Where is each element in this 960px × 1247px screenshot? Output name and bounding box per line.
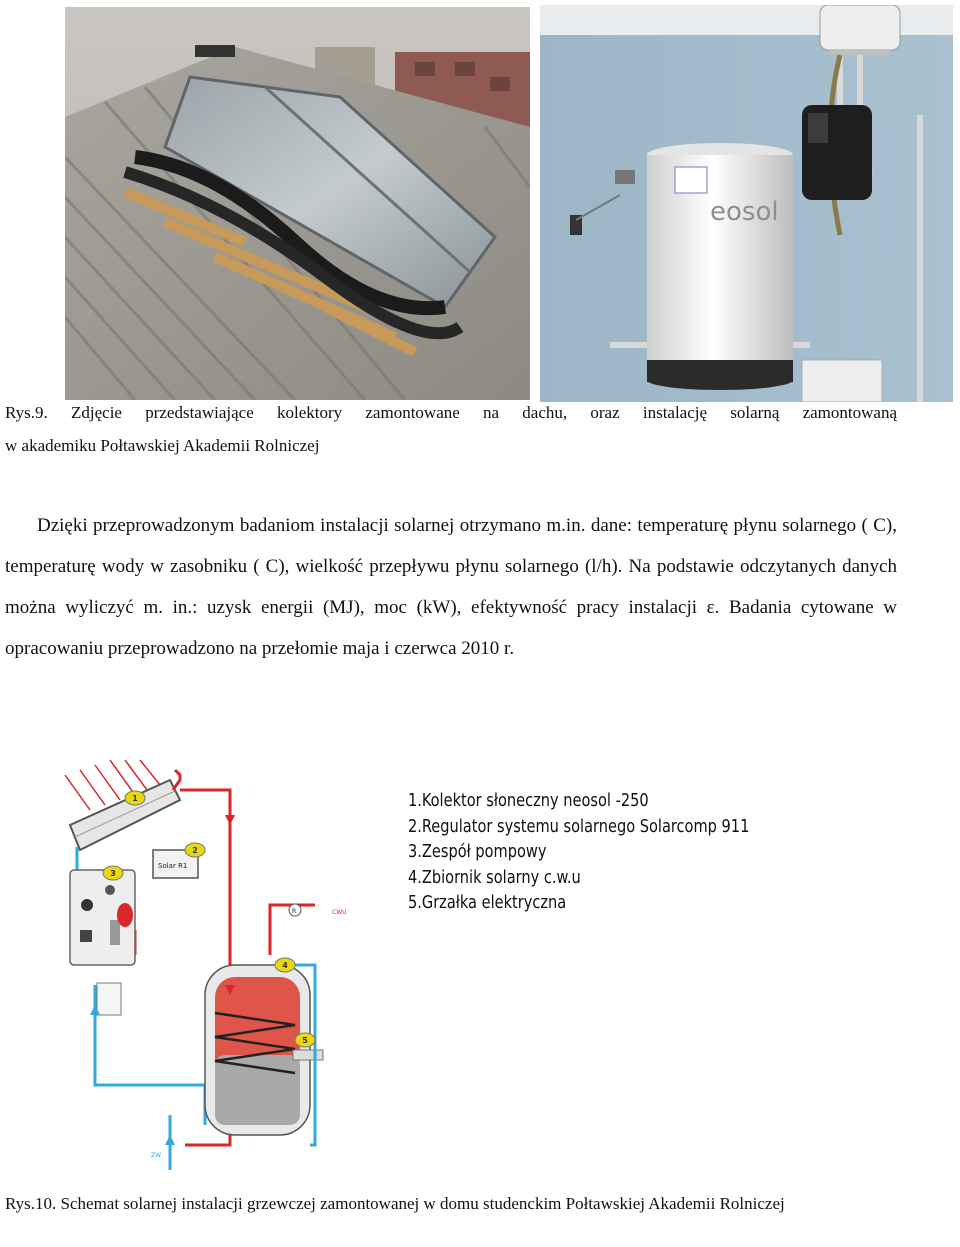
legend-item: 3.Zespół pompowy — [408, 841, 547, 862]
legend-item: 1.Kolektor słoneczny neosol -250 — [408, 790, 649, 811]
canister-icon — [97, 983, 121, 1015]
expansion-vessel-icon — [117, 903, 133, 927]
photo-indoor-tank — [540, 5, 953, 402]
hot-water-label: CWU — [332, 909, 347, 916]
sensor-label: R — [292, 908, 297, 915]
controller-label: Solar R1 — [158, 862, 188, 870]
figure-10-caption: Rys.10. Schemat solarnej instalacji grzewczej zamontowanej w domu studenckim Połtawskiej Akademii Rolniczej — [5, 1194, 785, 1213]
installation-schematic — [55, 755, 415, 1175]
legend-item: 4.Zbiornik solarny c.w.u — [408, 866, 581, 888]
figure-9-caption-line2: w akademiku Połtawskiej Akademii Rolniczej — [5, 436, 320, 455]
schematic-legend — [408, 788, 838, 916]
electric-heater-icon — [293, 1050, 323, 1060]
legend-item: 2.Regulator systemu solarnego Solarcomp 911 — [408, 815, 750, 837]
marker-1-label: 1 — [132, 794, 138, 803]
marker-5-label: 5 — [302, 1036, 308, 1045]
cold-water-label: ZW — [151, 1152, 162, 1159]
figure-9-caption-line1: Zdjęcie przedstawiające kolektory zamontowane na dachu, oraz instalację solarną zamontowaną — [71, 403, 898, 422]
svg-text:eosol: eosol — [710, 197, 779, 227]
photo-roof-collectors — [65, 7, 530, 400]
figure-9-label: Rys.9. — [5, 403, 48, 422]
legend-item: 5.Grzałka elektryczna — [408, 892, 567, 913]
marker-4-label: 4 — [282, 961, 288, 970]
collector-icon — [70, 780, 180, 850]
marker-2-label: 2 — [192, 846, 198, 855]
marker-3-label: 3 — [110, 869, 116, 878]
body-paragraph — [5, 505, 897, 669]
body-paragraph-text: Dzięki przeprowadzonym badaniom instalacji solarnej otrzymano m.in. dane: temperaturę płynu solarnego ( C), temperaturę wody w zasobniku ( C), wielkość przepływu płynu solarnego (l/h). Na podstawie odczytanych danych można wyliczyć m. in.: uzysk energii (MJ), moc (kW), efektywność pracy instalacji ε. Badania cytowane w opracowaniu przeprowadzono na przełomie maja i czerwca 2010 r. — [5, 515, 897, 659]
figure-9-caption — [5, 396, 897, 462]
